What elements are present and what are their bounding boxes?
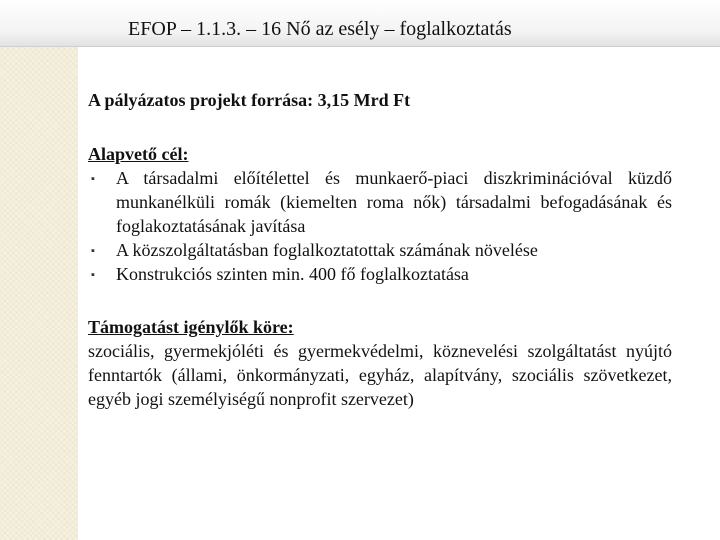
goal-text: Konstrukciós szinten min. 400 fő foglalkoztatása <box>116 264 469 284</box>
left-decorative-bar <box>0 0 78 540</box>
square-bullet-icon: ▪ <box>91 173 95 185</box>
list-item <box>88 166 672 238</box>
slide-content <box>88 88 672 411</box>
support-text: szociális, gyermekjóléti és gyermekvédelmi, köznevelési szolgáltatást nyújtó fenntartók (állami, önkormányzati, egyház, alapítvány, szociális szövetkezet, egyéb jogi személyiségű nonprofit szervezet) <box>88 341 672 409</box>
goals-list <box>88 166 672 286</box>
square-bullet-icon: ▪ <box>91 245 95 257</box>
list-item <box>88 238 672 262</box>
page-title: EFOP – 1.1.3. – 16 Nő az esély – foglalkoztatás <box>128 18 512 40</box>
goal-text: A közszolgáltatásban foglalkoztatottak számának növelése <box>116 240 538 260</box>
goals-heading: Alapvető cél: <box>88 144 189 164</box>
funding-line: A pályázatos projekt forrása: 3,15 Mrd Ft <box>88 90 411 110</box>
goal-text: A társadalmi előítélettel és munkaerő-piaci diszkriminációval küzdő munkanélküli romák (kiemelten roma nők) társadalmi befogadásának és foglakoztatásának javítása <box>116 168 672 236</box>
list-item <box>88 262 672 286</box>
support-heading: Támogatást igénylők köre: <box>88 317 294 337</box>
header-bar <box>0 0 720 47</box>
square-bullet-icon: ▪ <box>91 269 95 281</box>
